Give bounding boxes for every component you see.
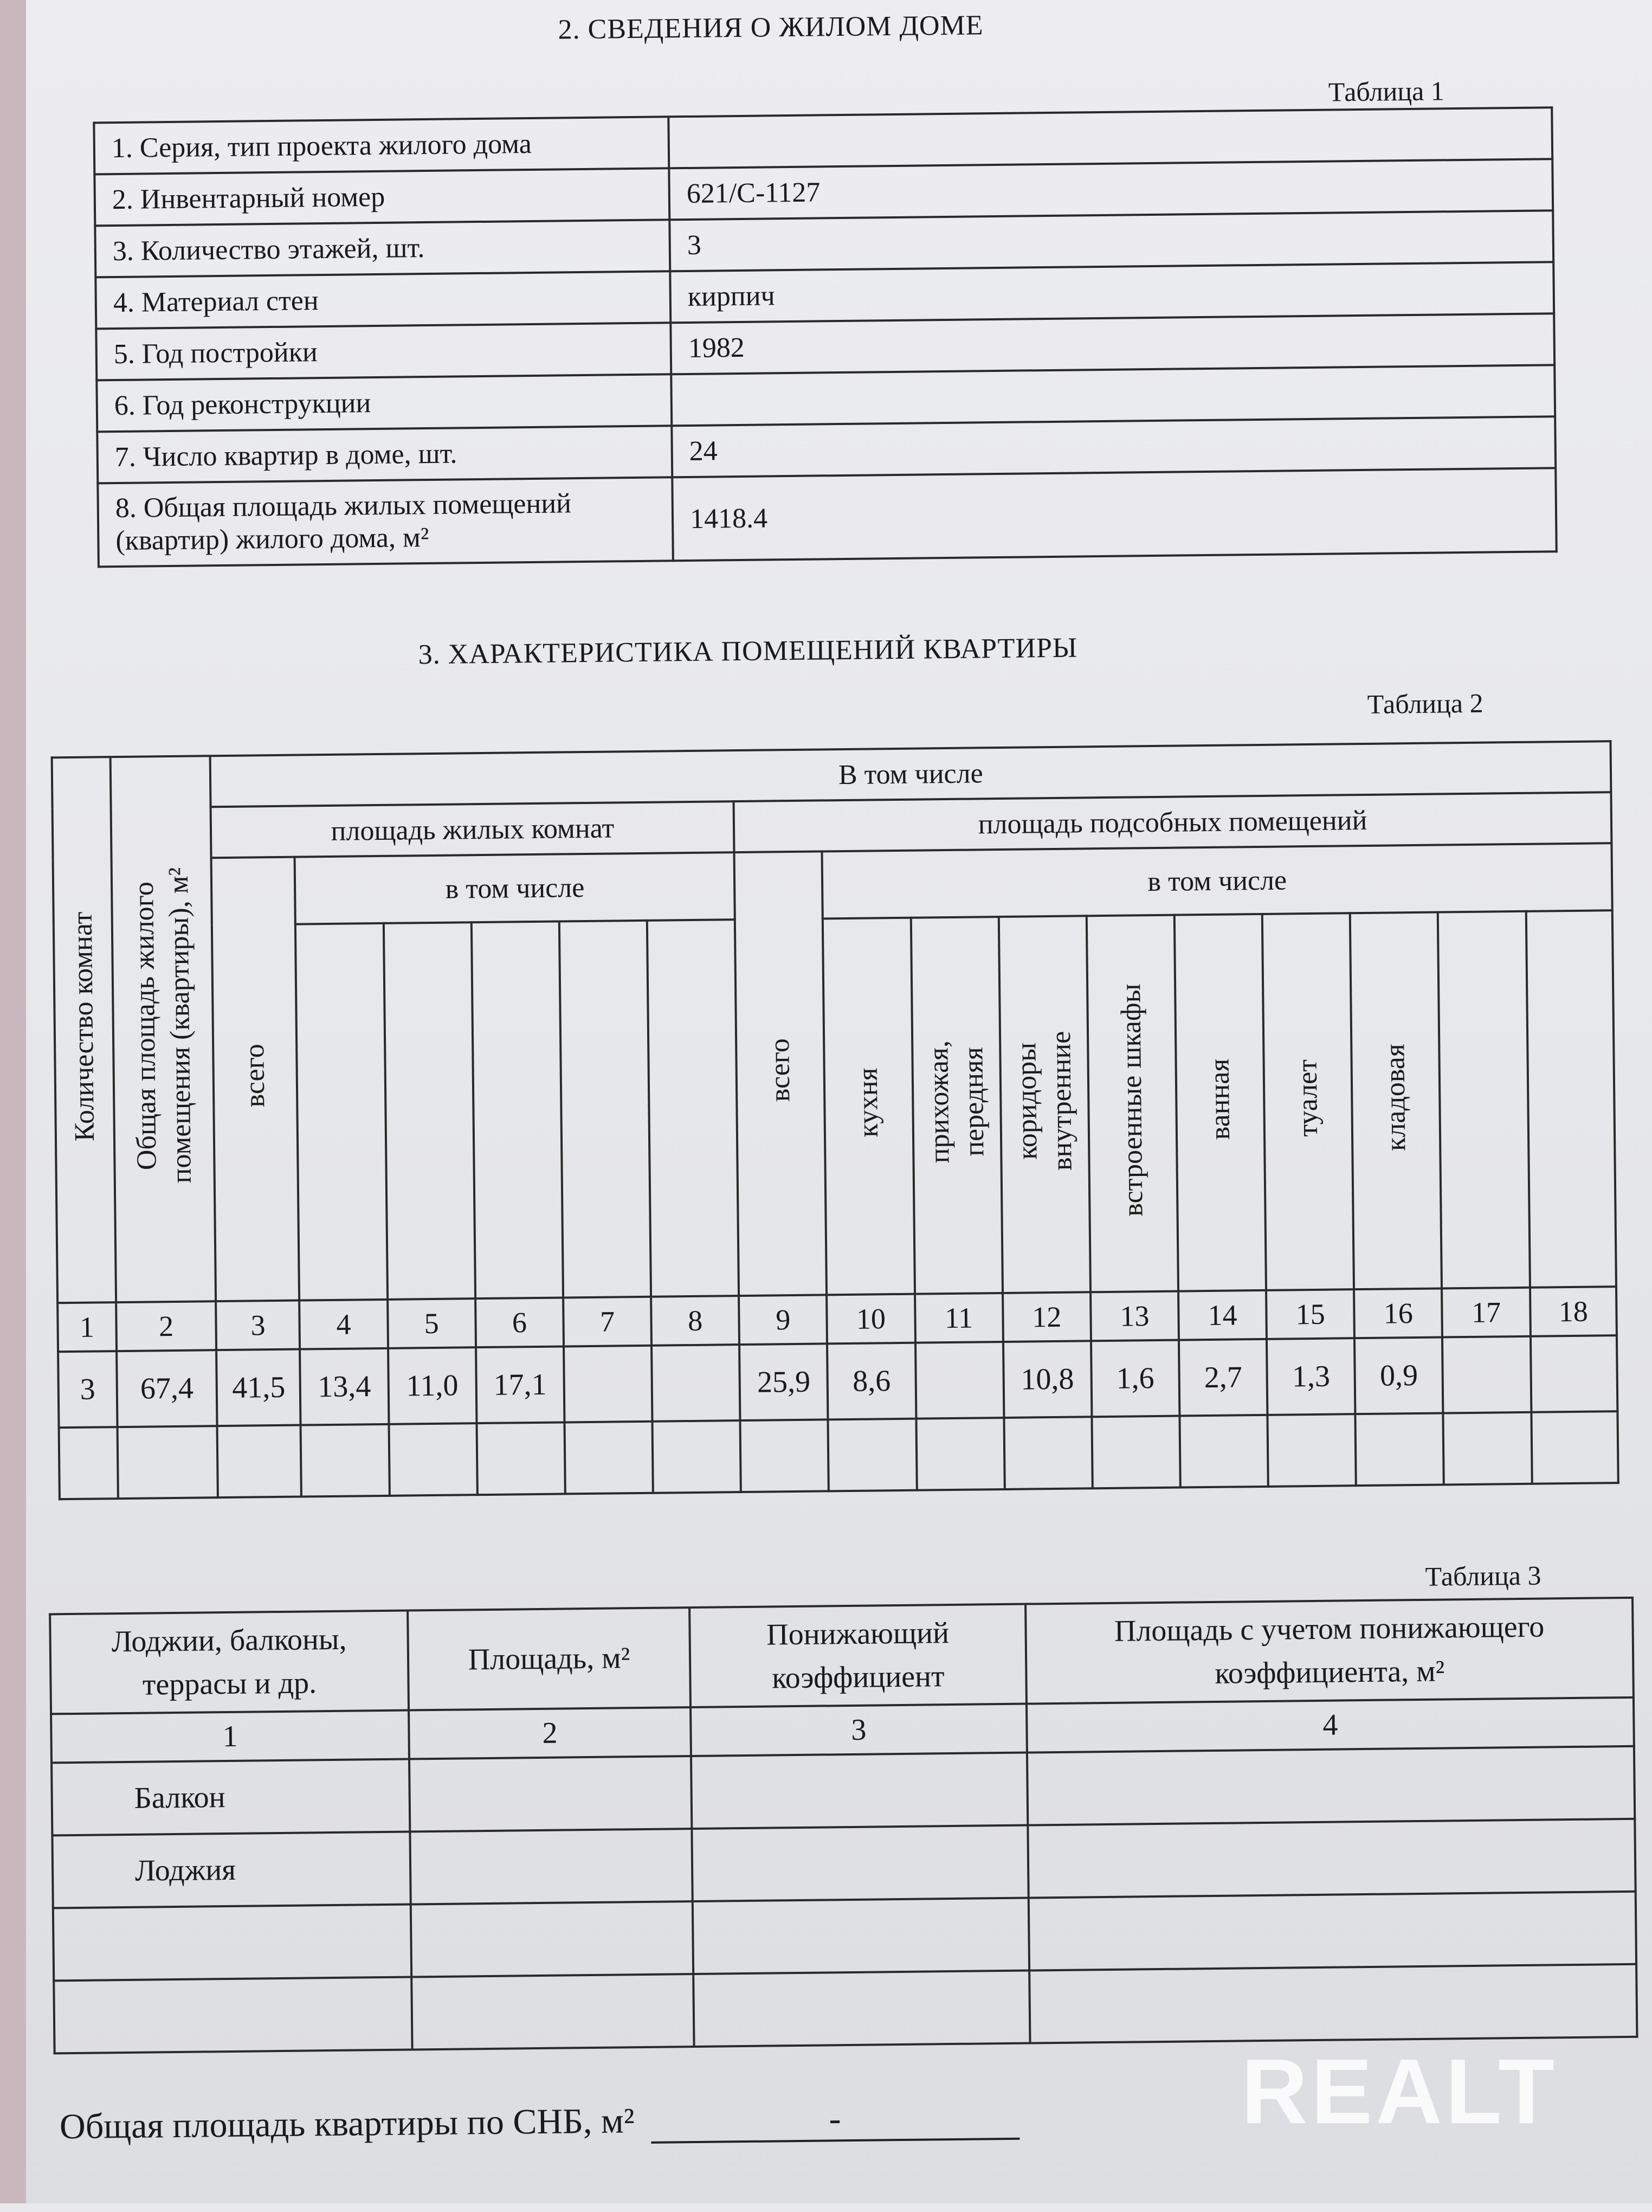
table-cell [915,1342,1004,1419]
row-label: 7. Число квартир в доме, шт. [97,426,672,483]
column-number: 16 [1354,1288,1442,1338]
row-value: кирпич [670,262,1554,323]
column-number: 3 [216,1301,300,1351]
total-area-header: Общая площадь жилого помещения (квартиры), м² [110,756,216,1302]
toilet-header: туалет [1262,913,1354,1290]
closets-header: встроенные шкафы [1087,915,1178,1293]
including-header: В том числе [210,741,1611,807]
row-label: 2. Инвентарный номер [94,168,669,226]
total-area-snb-value: - [650,2097,1019,2144]
table-cell: 10,8 [1003,1341,1092,1418]
table3-caption: Таблица 3 [1425,1560,1541,1592]
row-label: 1. Серия, тип проекта жилого дома [94,117,669,174]
row-value [671,365,1555,426]
row-label: Лоджия [52,1831,410,1908]
page-edge [0,0,26,2203]
row-value: 1982 [670,313,1554,374]
section3-heading: 3. ХАРАКТЕРИСТИКА ПОМЕЩЕНИЙ КВАРТИРЫ [418,632,1078,671]
document-content [21,0,1627,2212]
column-number: 4 [300,1300,388,1349]
table-cell: 8,6 [827,1343,916,1420]
loggias-header: Лоджии, балконы, террасы и др. [50,1611,409,1714]
table-cell: 25,9 [739,1343,828,1420]
row-value [668,107,1552,168]
column-number: 14 [1178,1290,1267,1340]
table-cell [651,1345,740,1422]
column-number: 4 [1027,1697,1634,1753]
table-cell: 3 [58,1351,117,1427]
living-col-7 [559,921,651,1298]
table1-caption: Таблица 1 [1328,75,1445,107]
aux-total-header: всего [734,851,827,1296]
storage-header: кладовая [1350,912,1442,1290]
aux-col-18 [1526,910,1616,1288]
table-cell: 1,6 [1091,1340,1180,1417]
row-value: 621/С-1127 [669,159,1553,220]
row-label-line2: (квартир) жилого дома, м² [115,522,429,557]
table2-caption: Таблица 2 [1367,687,1483,719]
row-label [53,1904,411,1980]
column-number: 10 [827,1294,915,1344]
hall-header: прихожая, передняя [911,917,1002,1294]
column-number: 1 [51,1711,409,1763]
coefficient-header: Понижающий коэффициент [689,1604,1027,1707]
row-label: Балкон [51,1759,410,1835]
column-number: 13 [1090,1291,1179,1341]
table-cell: 67,4 [117,1350,217,1427]
section2-heading: 2. СВЕДЕНИЯ О ЖИЛОМ ДОМЕ [558,10,984,46]
rooms-count-header: Количество комнат [52,757,116,1303]
adjusted-area-header: Площадь с учетом понижающего коэффициента, м² [1025,1598,1634,1704]
balconies-table [49,1597,1638,2055]
table-cell: 2,7 [1179,1339,1268,1416]
row-value: 24 [672,416,1556,477]
house-info-table [93,106,1557,568]
area-header: Площадь, м² [408,1607,691,1710]
column-number: 8 [651,1296,739,1346]
header-row [50,1598,1634,1714]
column-number: 2 [409,1707,691,1759]
table-row [98,468,1556,567]
aux-area-header: площадь подсобных помещений [734,792,1612,852]
row-value: 1418.4 [672,468,1557,561]
column-number: 15 [1266,1289,1354,1339]
column-number: 2 [116,1301,217,1351]
row-label: 5. Год постройки [96,323,671,380]
row-label [54,1977,412,2053]
kitchen-header: кухня [823,918,914,1295]
table-cell [564,1346,653,1423]
column-number: 6 [475,1297,564,1347]
table-cell: 13,4 [300,1348,389,1425]
bath-header: ванная [1175,914,1266,1291]
column-number: 18 [1530,1287,1617,1336]
realt-watermark: REALT [1241,2040,1558,2143]
row-label [98,477,673,567]
living-col-5 [383,922,475,1300]
row-label: 6. Год реконструкции [96,374,672,432]
table-cell: 1,3 [1267,1338,1356,1415]
table-cell: 17,1 [476,1346,565,1423]
living-col-4 [295,923,387,1301]
living-including-header: в том числе [295,852,735,924]
column-number: 17 [1442,1288,1530,1338]
table-cell: 11,0 [388,1347,477,1424]
living-area-header: площадь жилых комнат [211,801,734,858]
column-number: 9 [739,1295,827,1345]
total-area-snb-label: Общая площадь квартиры по СНБ, м² [59,2101,635,2147]
column-number: 12 [1003,1292,1091,1342]
total-area-snb [60,2097,1019,2150]
row-label: 3. Количество этажей, шт. [95,220,670,277]
aux-col-17 [1438,911,1530,1289]
rooms-table [51,740,1619,1500]
row-label: 4. Материал стен [95,271,670,329]
living-col-6 [472,922,563,1299]
living-col-8 [647,919,739,1297]
table-cell: 0,9 [1354,1337,1443,1414]
column-number: 11 [915,1293,1003,1343]
table-cell: 41,5 [217,1349,301,1426]
column-number: 1 [57,1302,117,1352]
column-number: 5 [388,1298,476,1348]
column-number: 3 [691,1704,1027,1756]
row-label-line1: 8. Общая площадь жилых помещений [115,488,572,524]
aux-including-header: в том числе [822,843,1612,918]
column-number: 7 [563,1297,651,1347]
corridors-header: коридоры внутренние [998,916,1090,1293]
table-cell [1442,1336,1531,1413]
row-value: 3 [669,210,1553,271]
table-cell [1531,1335,1618,1412]
living-total-header: всего [211,857,299,1302]
